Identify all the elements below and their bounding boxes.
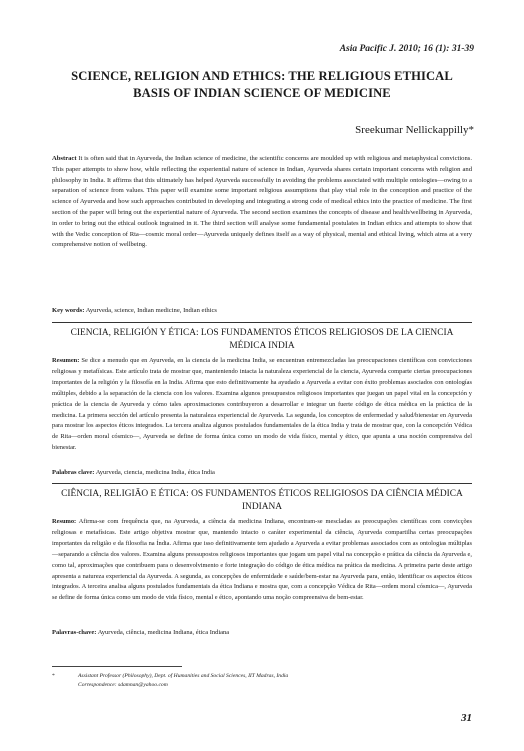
- footnote: [52, 672, 472, 690]
- keywords-english: [52, 306, 472, 316]
- section-divider: [52, 322, 472, 323]
- abstract-english: [52, 154, 472, 251]
- spanish-text: Se dice a menudo que en Ayurveda, en la ciencia de la medicina India, se encuentran entremezcladas las preocupaciones científicas con convicciones religiosas y metafísicas. Este artículo trata de mostrar que, manteniendo intacta la naturaleza experiencial de la ciencia, Ayurveda comparte ciertas preocupaciones importantes de la religión y la filosofía en la India. Afirma que esto definitivamente ha ayudado a Ayurveda a evitar con éxito problemas asociados con ontologías múltiples, debido a la separación de la ciencia con los valores. Examina algunos presupuestos religiosos importantes que juegan un papel vital en la concepción y práctica de la ciencia de Ayurveda y cómo tales aproximaciones contribuyeron a desarrollar e integrar un fuerte código de ética médica en la práctica de la medicina. La primera sección del artículo presenta la naturaleza experiencial de Ayurveda. La segunda, los conceptos de enfermedad y salud/bienestar en Ayurveda para mostrar los aspectos éticos integrados. La tercera analiza algunos postulados fundamentales de la ética India y trata de mostrar que, con la concepción Védica de Rita—orden moral cósmico—, Ayurveda se define de forma única como un modo de vida físico, mental y ético, que apunta a una noción comprensiva del bienestar.: [52, 357, 472, 452]
- keywords-label: Key words:: [52, 307, 85, 314]
- footnote-affiliation: Assistant Professor (Philosophy), Dept. of Humanities and Social Sciences, IIT Madras, India: [78, 673, 289, 679]
- paper-title: SCIENCE, RELIGION AND ETHICS: THE RELIGIOUS ETHICAL BASIS OF INDIAN SCIENCE OF MEDICINE: [71, 69, 453, 100]
- spanish-kw-text: Ayurveda, ciencia, medicina India, ética India: [95, 469, 215, 476]
- section-divider: [52, 483, 472, 484]
- author-name: Sreekumar Nellickappilly*: [355, 124, 474, 136]
- portuguese-kw-text: Ayurveda, ciência, medicina Indiana, ética Indiana: [97, 629, 230, 636]
- portuguese-title: CIÊNCIA, RELIGIÃO E ÉTICA: OS FUNDAMENTOS ÉTICOS RELIGIOSOS DA CIÊNCIA MÉDICA INDIANA: [61, 489, 463, 512]
- portuguese-label: Resumo:: [52, 518, 77, 525]
- footnote-mark: *: [52, 673, 55, 679]
- keywords-spanish: [52, 468, 472, 478]
- spanish-label: Resumen:: [52, 357, 80, 364]
- page-number: 31: [461, 712, 472, 724]
- spanish-kw-label: Palabras clave:: [52, 469, 95, 476]
- abstract-label: Abstract: [52, 155, 77, 162]
- portuguese-text: Afirma-se com frequência que, na Ayurveda, a ciência da medicina Indiana, encontram-se mescladas as preocupações científicas com convicções religiosas e metafísicas. Este artigo objetiva mostrar que, mantendo intacto o caráter experimental da ciência, Ayurveda compartilha certas preocupações importantes da religião e da filosofia na Índia. Afirma que isso definitivamente tem ajudado a Ayurveda a evitar problemas associados com as ontologias múltiplas—separando a ciência dos valores. Examina alguns pressupostos religiosos importantes que jogam um papel vital na concepção e prática da ciência da Ayurveda e, como tal, aproximações que contribuem para o desenvolvimento e forte integração do código de ética médica na prática da medicina. A primeira parte deste artigo apresenta a natureza experiencial da Ayurveda. A segunda, as concepções de enfermidade e saúde/bem-estar na Ayurveda para, então, identificar os aspectos éticos integrados. A terceira analisa alguns postulados fundamentais da ética Indiana e mostra que, com a concepção Védica de Rita—ordem moral cósmica—, Ayurveda se define de forma única como um modo de vida físico, mental e ético, apontando uma noção compreensiva de bem-estar.: [52, 518, 472, 602]
- footnote-divider: [52, 666, 182, 667]
- keywords-portuguese: [52, 628, 472, 638]
- footnote-correspondence: Correspondence: sdamnan@yahoo.com: [78, 682, 168, 688]
- spanish-title: CIENCIA, RELIGIÓN Y ÉTICA: LOS FUNDAMENTOS ÉTICOS RELIGIOSOS DE LA CIENCIA MÉDICA INDIA: [70, 328, 454, 351]
- portuguese-kw-label: Palavras-chave:: [52, 629, 97, 636]
- journal-header: Asia Pacific J. 2010; 16 (1): 31-39: [339, 44, 474, 54]
- abstract-text: It is often said that in Ayurveda, the Indian science of medicine, the scientific concerns are moulded up with religious and metaphysical convictions. This paper attempts to show how, while reflecting the experiential nature of science in Indian, Ayurveda shares certain important concerns with religion and philosophy in India. It affirms that this ultimately has helped Ayurveda successfully in avoiding the problems associated with multiple ontologies—owing to a separation of science from values. This paper will examine some important religious assumptions that play vital role in the conception and practice of the science of Ayurveda and how such approaches contributed in developing and integrating a strong code of medical ethics into the practice of medicine. The first section of the paper will bring out the experiential nature of Ayurveda. The second section examines the concepts of disease and health/wellbeing in Ayurveda, in order to bring out the ethical outlook ingrained in it. The third section will analyse some fundamental postulates in Indian ethics and attempts to show that with the Vedic conception of Rta—cosmic moral order—Ayurveda uniquely defines itself as a way of physical, mental and ethical living, which aims at a very comprehensive notion of wellbeing.: [52, 155, 472, 249]
- abstract-spanish: [52, 356, 472, 454]
- keywords-text: Ayurveda, science, Indian medicine, Indian ethics: [85, 307, 217, 314]
- abstract-portuguese: [52, 517, 472, 604]
